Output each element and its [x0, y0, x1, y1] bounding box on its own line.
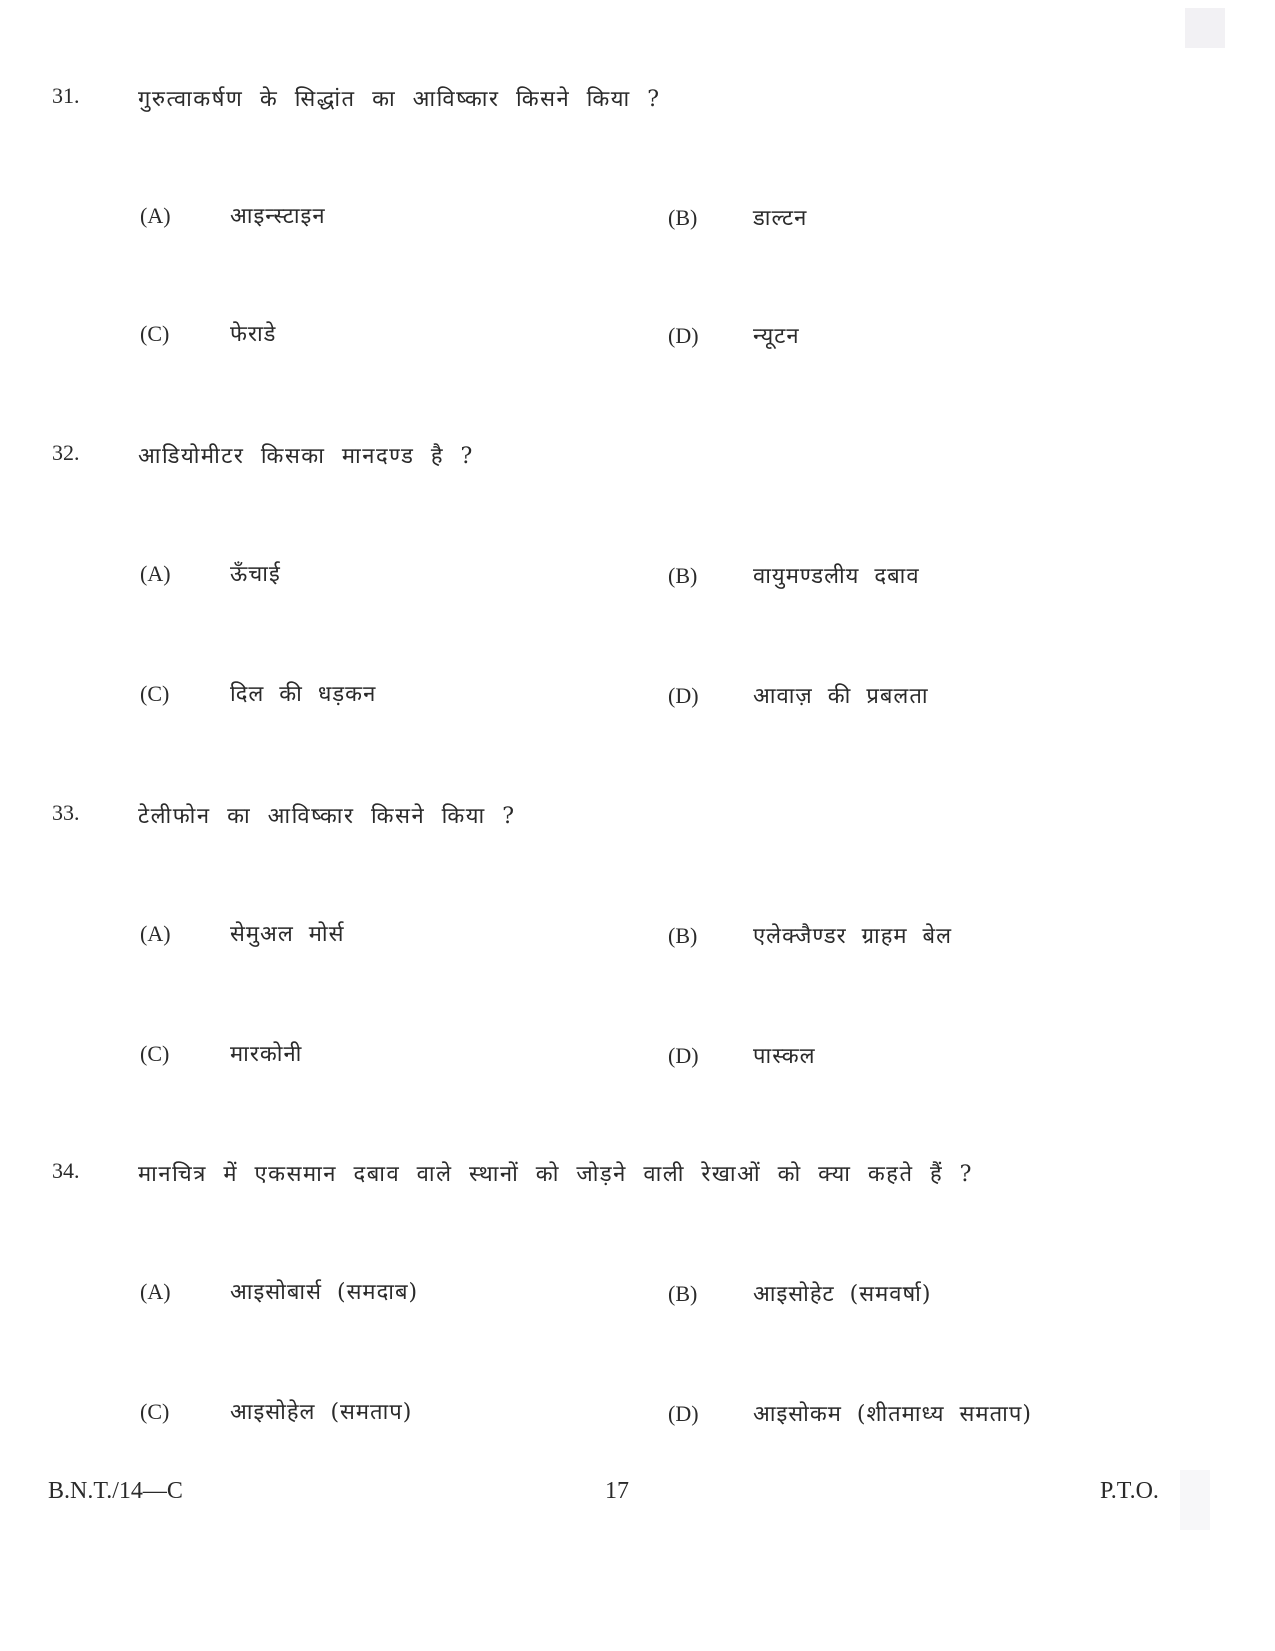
- option-b: [668, 202, 807, 232]
- question-number: 34.: [52, 1158, 80, 1183]
- option-c: [140, 678, 376, 708]
- option-text: आइसोकम (शीतमाध्य समताप): [753, 1402, 1032, 1427]
- option-text: मारकोनी: [230, 1042, 303, 1067]
- option-b: [668, 560, 920, 590]
- paper-code: B.N.T./14—C: [48, 1478, 183, 1504]
- question-text: मानचित्र में एकसमान दबाव वाले स्थानों को जोड़ने वाली रेखाओं को क्या कहते हैं ?: [138, 1162, 973, 1187]
- option-text: डाल्टन: [753, 206, 808, 231]
- option-a: [140, 918, 344, 948]
- option-d: [668, 320, 800, 350]
- option-text: आइसोहेट (समवर्षा): [753, 1282, 932, 1307]
- option-text: एलेक्जैण्डर ग्राहम बेल: [753, 924, 953, 949]
- option-a: [140, 558, 281, 588]
- option-text: सेमुअल मोर्स: [230, 922, 345, 947]
- option-c: [140, 318, 276, 348]
- question-text: गुरुत्वाकर्षण के सिद्धांत का आविष्कार किसने किया ?: [138, 87, 661, 112]
- option-text: पास्कल: [753, 1044, 816, 1069]
- scan-artifact: [1180, 1470, 1210, 1530]
- page-number: 17: [605, 1478, 629, 1504]
- option-d: [668, 1398, 1032, 1428]
- option-text: वायुमण्डलीय दबाव: [753, 564, 920, 589]
- option-label: (A): [140, 1279, 171, 1304]
- option-c: [140, 1038, 302, 1068]
- option-a: [140, 1276, 418, 1306]
- option-b: [668, 920, 952, 950]
- option-c: [140, 1396, 412, 1426]
- question-number: 33.: [52, 800, 80, 825]
- option-text: आइन्स्टाइन: [230, 204, 326, 229]
- option-label: (C): [140, 321, 170, 346]
- option-text: आइसोबार्स (समदाब): [230, 1280, 419, 1305]
- option-label: (C): [140, 681, 170, 706]
- option-d: [668, 1040, 816, 1070]
- option-text: ऊँचाई: [230, 562, 281, 587]
- question-text: आडियोमीटर किसका मानदण्ड है ?: [138, 444, 474, 469]
- option-label: (B): [668, 205, 698, 230]
- option-label: (B): [668, 1281, 698, 1306]
- option-text: आइसोहेल (समताप): [230, 1400, 413, 1425]
- question-number: 32.: [52, 440, 80, 465]
- scan-artifact: [1185, 8, 1225, 48]
- option-b: [668, 1278, 931, 1308]
- option-label: (D): [668, 683, 699, 708]
- option-a: [140, 200, 326, 230]
- option-label: (D): [668, 323, 699, 348]
- question-number: 31.: [52, 83, 80, 108]
- option-label: (B): [668, 563, 698, 588]
- option-label: (C): [140, 1399, 170, 1424]
- option-label: (B): [668, 923, 698, 948]
- option-label: (A): [140, 561, 171, 586]
- option-label: (C): [140, 1041, 170, 1066]
- option-label: (D): [668, 1401, 699, 1426]
- option-label: (A): [140, 203, 171, 228]
- option-text: दिल की धड़कन: [230, 682, 377, 707]
- option-text: न्यूटन: [753, 324, 800, 349]
- pto-label: P.T.O.: [1100, 1478, 1159, 1504]
- option-d: [668, 680, 929, 710]
- option-text: फेराडे: [230, 322, 277, 347]
- question-text: टेलीफोन का आविष्कार किसने किया ?: [138, 804, 516, 829]
- option-text: आवाज़ की प्रबलता: [753, 684, 929, 709]
- option-label: (D): [668, 1043, 699, 1068]
- option-label: (A): [140, 921, 171, 946]
